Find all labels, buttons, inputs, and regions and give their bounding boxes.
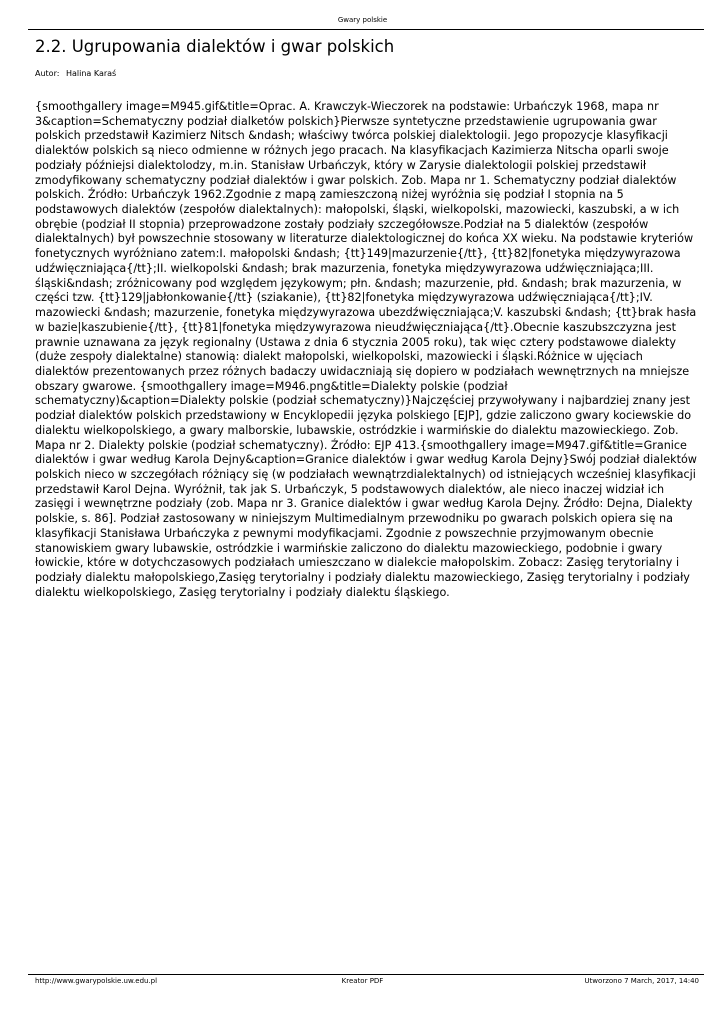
article-title: 2.2. Ugrupowania dialektów i gwar polskich [35, 37, 395, 56]
running-header: Gwary polskie [337, 16, 388, 24]
author-label: Autor: [35, 69, 60, 78]
header-divider [28, 29, 704, 30]
footer-generator: Kreator PDF [341, 977, 384, 985]
footer-divider [28, 974, 704, 975]
footer-created-timestamp: Utworzono 7 March, 2017, 14:40 [584, 977, 699, 985]
author-line [35, 69, 116, 78]
author-name: Halina Karaś [65, 69, 117, 78]
footer-url-link[interactable]: http://www.gwarypolskie.uw.edu.pl [35, 977, 158, 985]
article-body: {smoothgallery image=M945.gif&title=Oprac. A. Krawczyk-Wieczorek na podstawie: Urbańczyk 1968, mapa nr 3&caption=Schematyczny podział dialketów polskich}Pierwsze syntetyczne przedstawienie ugrupowania gwar polskich przedstawił Kazimierz Nitsch &ndash; właściwy twórca polskiej dialektologii. Jego propozycje klasyfikacji dialektów polskich są nieco odmienne w różnych jego pracach. Na klasyfikacjach Kazimierza Nitscha oparli swoje podziały późniejsi dialektolodzy, m.in. Stanisław Urbańczyk, który w Zarysie dialektologii polskiej przedstawił zmodyfikowany schematyczny podział dialektów i gwar polskich. Zob. Mapa nr 1. Schematyczny podział dialektów polskich. Źródło: Urbańczyk 1962.Zgodnie z mapą zamieszczoną niżej wyróżnia się podział I stopnia na 5 podstawowych dialektów (zespołów dialektalnych): małopolski, śląski, wielkopolski, mazowiecki, kaszubski, a w ich obrębie (podział II stopnia) przeprowadzone zostały podziały szczegółowsze.Podział na 5 dialektów (zespołów dialektalnych) był powszechnie stosowany w literaturze dialektologicznej do końca XX wieku. Na podstawie kryteriów fonetycznych wyróżniano zatem:I. małopolski &ndash; {tt}149|mazurzenie{/tt}, {tt}82|fonetyka międzywyrazowa udźwięczniająca{/tt};II. wielkopolski &ndash; brak mazurzenia, fonetyka międzywyrazowa udźwięczniająca;III. śląski&ndash; zróżnicowany pod względem językowym; płn. &ndash; mazurzenie, płd. &ndash; brak mazurzenia, w części tzw. {tt}129|jabłonkowanie{/tt} (sziakanie), {tt}82|fonetyka międzywyrazowa udźwięczniająca{/tt};IV. mazowiecki &ndash; mazurzenie, fonetyka międzywyrazowa ubezdźwięczniająca;V. kaszubski &ndash; {tt}brak hasła w bazie|kaszubienie{/tt}, {tt}81|fonetyka międzywyrazowa nieudźwięczniająca{/tt}.Obecnie kaszubszczyzna jest prawnie uznawana za język regionalny (Ustawa z dnia 6 stycznia 2005 roku), tak więc cztery podstawowe dialekty (duże zespoły dialektalne) stanowią: dialekt małopolski, wielkopolski, mazowiecki i śląski.Różnice w ujęciach dialektów prezentowanych przez różnych badaczy uwidaczniają się dopiero w podziałach wewnętrznych na mniejsze obszary gwarowe. {smoothgallery image=M946.png&title=Dialekty polskie (podział schematyczny)&caption=Dialekty polskie (podział schematyczny)}Najczęściej przywoływany i najbardziej znany jest podział dialektów polskich przedstawiony w Encyklopedii języka polskiego [EJP], gdzie zaliczono gwary kociewskie do dialektu wielkopolskiego, a gwary malborskie, lubawskie, ostródzkie i warmińskie do dialektu mazowieckiego. Zob. Mapa nr 2. Dialekty polskie (podział schematyczny). Źródło: EJP 413.{smoothgallery image=M947.gif&title=Granice dialektów i gwar według Karola Dejny&caption=Granice dialektów i gwar według Karola Dejny}Swój podział dialektów polskich nieco w szczegółach różniący się (w podziałach wewnątrzdialektalnych) od istniejących wcześniej klasyfikacji przedstawił Karol Dejna. Wyróżnił, tak jak S. Urbańczyk, 5 podstawowych dialektów, ale nieco inaczej widział ich zasięgi i wewnętrzne podziały (zob. Mapa nr 3. Granice dialektów i gwar według Karola Dejny. Źródło: Dejna, Dialekty polskie, s. 86]. Podział zastosowany w niniejszym Multimedialnym przewodniku po gwarach polskich opiera się na klasyfikacji Stanisława Urbańczyka z pewnymi modyfikacjami. Zgodnie z powszechnie przyjmowanym obecnie stanowiskiem gwary lubawskie, ostródzkie i warmińskie zaliczono do dialektu mazowieckiego, podobnie i gwary łowickie, które w dotychczasowych podziałach umieszczano w dialekcie małopolskim. Zobacz: Zasięg terytorialny i podziały dialektu małopolskiego,Zasięg terytorialny i podziały dialektu mazowieckiego, Zasięg terytorialny i podziały dialektu wielkopolskiego, Zasięg terytorialny i podziały dialektu śląskiego. [35, 100, 697, 599]
